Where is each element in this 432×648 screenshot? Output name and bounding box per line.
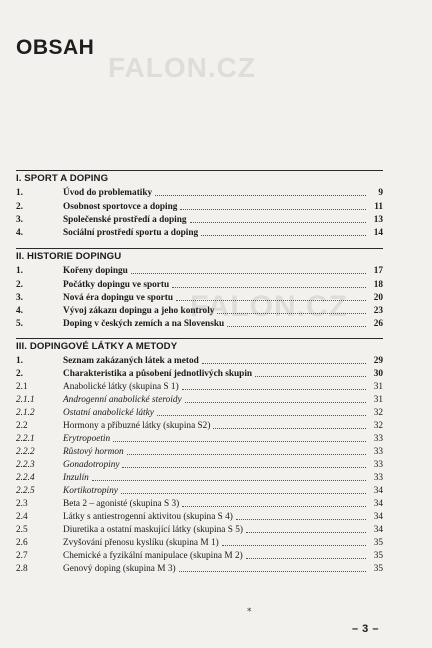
toc-number: 2.2 xyxy=(16,421,28,431)
toc-title: Růstový hormon xyxy=(63,447,124,457)
toc-number: 4. xyxy=(16,306,23,316)
toc-number: 1. xyxy=(16,188,23,198)
toc-number: 2.2.4 xyxy=(16,473,35,483)
watermark: FALON.CZ xyxy=(108,52,256,83)
toc-leader-dots xyxy=(180,209,366,210)
section-rule xyxy=(16,170,383,171)
toc-entry[interactable] xyxy=(16,279,383,291)
toc-title: Zvyšování přenosu kyslíku (skupina M 1) xyxy=(63,538,219,548)
toc-page-number: 33 xyxy=(373,447,383,457)
toc-leader-dots xyxy=(157,415,366,416)
toc-leader-dots xyxy=(227,326,366,327)
toc-page-number: 23 xyxy=(373,306,383,316)
toc-number: 2.4 xyxy=(16,512,28,522)
toc-title: Společenské prostředí a doping xyxy=(63,215,187,225)
toc-leader-dots xyxy=(213,428,366,429)
toc-page-number: 13 xyxy=(373,215,383,225)
toc-number: 2. xyxy=(16,369,23,379)
toc-page-number: 9 xyxy=(378,188,383,198)
toc-entry[interactable] xyxy=(16,201,383,213)
toc-title: Genový doping (skupina M 3) xyxy=(63,564,176,574)
toc-entry[interactable] xyxy=(16,318,383,330)
toc-title: Diuretika a ostatní maskující látky (skupina S 5) xyxy=(63,525,243,535)
toc-title: Erytropoetin xyxy=(63,434,111,444)
toc-entry[interactable] xyxy=(16,292,383,304)
toc-number: 2.3 xyxy=(16,499,28,509)
toc-title: Doping v českých zemích a na Slovensku xyxy=(63,319,225,329)
toc-entry[interactable] xyxy=(16,265,383,277)
toc-entry[interactable] xyxy=(16,511,383,523)
section-rule xyxy=(16,338,383,339)
toc-leader-dots xyxy=(222,545,366,546)
toc-title: Androgenní anabolické steroidy xyxy=(63,395,182,405)
toc-page-number: 17 xyxy=(373,266,383,276)
toc-entry[interactable] xyxy=(16,214,383,226)
toc-page-number: 35 xyxy=(373,551,383,561)
toc-number: 2. xyxy=(16,280,23,290)
toc-number: 2.8 xyxy=(16,564,28,574)
toc-number: 5. xyxy=(16,319,23,329)
toc-number: 2.2.2 xyxy=(16,447,35,457)
watermark: FALON.CZ xyxy=(190,290,348,323)
toc-entry[interactable] xyxy=(16,433,383,445)
page-number: – 3 – xyxy=(352,623,379,635)
toc-title: Počátky dopingu ve sportu xyxy=(63,280,170,290)
toc-page-number: 32 xyxy=(373,421,383,431)
toc-leader-dots xyxy=(172,287,366,288)
toc-entry[interactable] xyxy=(16,446,383,458)
toc-title: Kořeny dopingu xyxy=(63,266,128,276)
toc-entry[interactable] xyxy=(16,550,383,562)
toc-page-number: 11 xyxy=(374,202,383,212)
toc-page-number: 34 xyxy=(373,512,383,522)
toc-number: 2.1.2 xyxy=(16,408,35,418)
toc-page-number: 32 xyxy=(373,408,383,418)
toc-leader-dots xyxy=(92,480,366,481)
toc-title: Seznam zakázaných látek a metod xyxy=(63,356,199,366)
toc-leader-dots xyxy=(185,402,366,403)
toc-number: 3. xyxy=(16,293,23,303)
toc-entry[interactable] xyxy=(16,563,383,575)
toc-title: Kortikotropiny xyxy=(63,486,118,496)
section-heading-dopingove-latky: III. DOPINGOVÉ LÁTKY A METODY xyxy=(16,341,178,352)
toc-page-number: 33 xyxy=(373,473,383,483)
toc-title: Anabolické látky (skupina S 1) xyxy=(63,382,179,392)
toc-leader-dots xyxy=(217,313,366,314)
toc-number: 3. xyxy=(16,215,23,225)
toc-page-number: 31 xyxy=(373,395,383,405)
toc-leader-dots xyxy=(113,441,366,442)
toc-number: 2.2.3 xyxy=(16,460,35,470)
toc-number: 4. xyxy=(16,228,23,238)
toc-entry[interactable] xyxy=(16,472,383,484)
toc-entry[interactable] xyxy=(16,498,383,510)
toc-entry[interactable] xyxy=(16,368,383,380)
toc-title: Sociální prostředí sportu a doping xyxy=(63,228,199,238)
toc-title: Osobnost sportovce a doping xyxy=(63,202,178,212)
toc-leader-dots xyxy=(122,467,366,468)
toc-leader-dots xyxy=(202,363,366,364)
toc-number: 2.5 xyxy=(16,525,28,535)
toc-leader-dots xyxy=(246,558,366,559)
toc-leader-dots xyxy=(182,389,366,390)
toc-title: Látky s antiestrogenní aktivitou (skupina S 4) xyxy=(63,512,233,522)
toc-leader-dots xyxy=(179,571,366,572)
toc-leader-dots xyxy=(246,532,366,533)
toc-page-number: 18 xyxy=(373,280,383,290)
toc-page-number: 30 xyxy=(373,369,383,379)
toc-page-number: 34 xyxy=(373,486,383,496)
toc-leader-dots xyxy=(255,376,366,377)
toc-leader-dots xyxy=(190,222,366,223)
toc-entry[interactable] xyxy=(16,187,383,199)
toc-page-number: 34 xyxy=(373,499,383,509)
toc-entry[interactable] xyxy=(16,459,383,471)
toc-number: 2.7 xyxy=(16,551,28,561)
toc-entry[interactable] xyxy=(16,537,383,549)
toc-page-number: 31 xyxy=(373,382,383,392)
toc-title: Úvod do problematiky xyxy=(63,188,153,198)
section-heading-sport-a-doping: I. SPORT A DOPING xyxy=(16,173,109,184)
toc-leader-dots xyxy=(155,195,366,196)
toc-entry[interactable] xyxy=(16,407,383,419)
toc-number: 2.6 xyxy=(16,538,28,548)
section-rule xyxy=(16,248,383,249)
toc-entry[interactable] xyxy=(16,355,383,367)
toc-page-number: 35 xyxy=(373,538,383,548)
toc-page-number: 35 xyxy=(373,564,383,574)
toc-title: Beta 2 – agonisté (skupina S 3) xyxy=(63,499,180,509)
page-title: OBSAH xyxy=(16,36,95,59)
toc-leader-dots xyxy=(236,519,366,520)
toc-number: 1. xyxy=(16,266,23,276)
toc-page-number: 33 xyxy=(373,434,383,444)
toc-title: Nová éra dopingu ve sportu xyxy=(63,293,174,303)
toc-page-number: 33 xyxy=(373,460,383,470)
toc-page-number: 29 xyxy=(373,356,383,366)
toc-leader-dots xyxy=(182,506,366,507)
toc-leader-dots xyxy=(131,273,366,274)
toc-leader-dots xyxy=(176,300,366,301)
toc-page-number: 14 xyxy=(373,228,383,238)
toc-entry[interactable] xyxy=(16,381,383,393)
toc-number: 2.2.5 xyxy=(16,486,35,496)
toc-title: Ostatní anabolické látky xyxy=(63,408,154,418)
toc-entry[interactable] xyxy=(16,394,383,406)
toc-title: Charakteristika a působení jednotlivých skupin xyxy=(63,369,253,379)
toc-entry[interactable] xyxy=(16,305,383,317)
print-mark: ⁎ xyxy=(247,603,252,613)
toc-entry[interactable] xyxy=(16,227,383,239)
toc-entry[interactable] xyxy=(16,524,383,536)
toc-page-number: 20 xyxy=(373,293,383,303)
toc-page-number: 26 xyxy=(373,319,383,329)
toc-number: 2.2.1 xyxy=(16,434,35,444)
toc-number: 1. xyxy=(16,356,23,366)
toc-leader-dots xyxy=(201,235,366,236)
toc-leader-dots xyxy=(127,454,366,455)
toc-number: 2. xyxy=(16,202,23,212)
toc-page-number: 34 xyxy=(373,525,383,535)
toc-title: Inzulín xyxy=(63,473,89,483)
toc-number: 2.1.1 xyxy=(16,395,35,405)
toc-leader-dots xyxy=(121,493,366,494)
toc-entry[interactable] xyxy=(16,420,383,432)
toc-title: Hormony a příbuzné látky (skupina S2) xyxy=(63,421,211,431)
toc-title: Gonadotropiny xyxy=(63,460,120,470)
toc-title: Vývoj zákazu dopingu a jeho kontroly xyxy=(63,306,215,316)
section-heading-historie-dopingu: II. HISTORIE DOPINGU xyxy=(16,251,122,262)
toc-number: 2.1 xyxy=(16,382,28,392)
toc-entry[interactable] xyxy=(16,485,383,497)
toc-title: Chemické a fyzikální manipulace (skupina M 2) xyxy=(63,551,243,561)
